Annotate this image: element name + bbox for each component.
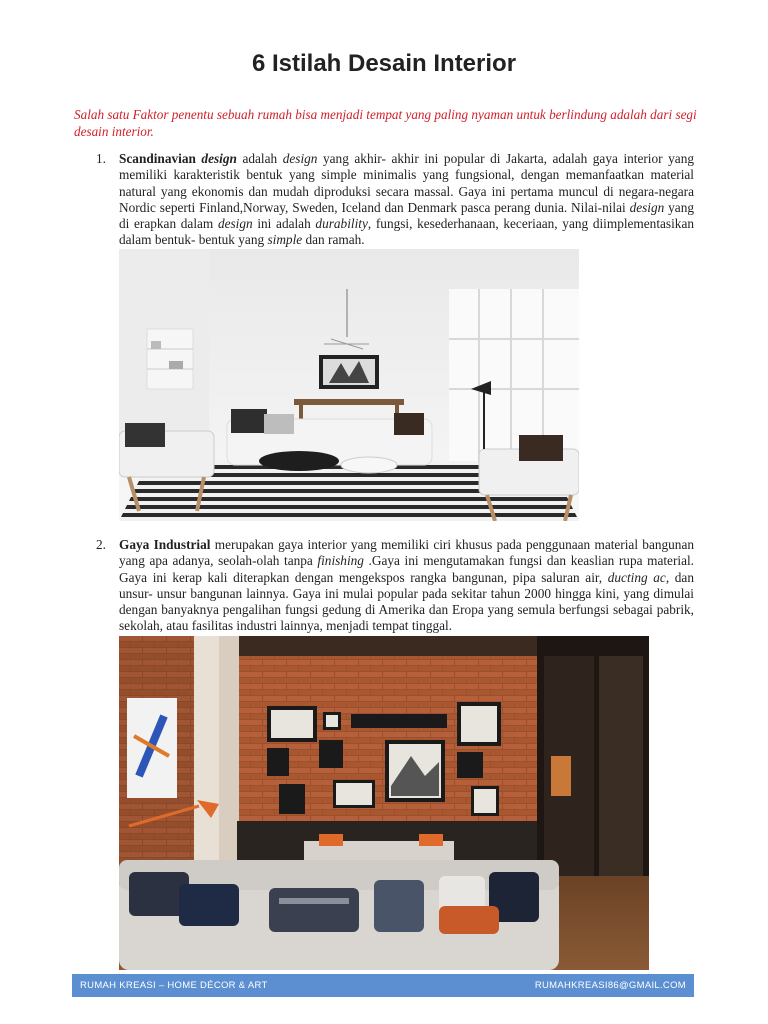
- text-segment: ini adalah: [252, 216, 316, 232]
- footer-email: RUMAHKREASI86@GMAIL.COM: [534, 980, 686, 991]
- text-segment: .Gaya ini mengutamakan fungsi dan keaslian rupa material. Gaya ini kerap kali diterapkan dengan mengekspos rangka bangunan, pipa saluran air,: [119, 553, 694, 585]
- footer-left-text: RUMAH KREASI – HOME DÉCOR & ART: [80, 980, 268, 991]
- text-segment: adalah: [236, 151, 283, 166]
- text-segment: yang di erapkan dalam: [119, 199, 695, 232]
- list-number: 2.: [96, 537, 106, 552]
- text-segment: ducting ac: [607, 569, 666, 585]
- text-segment: , fungsi, kesederhanaan, keceriaan, yang diimplementasikan dalam bentuk- bentuk yang: [119, 216, 694, 248]
- industrial-interior-photo: [119, 636, 649, 970]
- text-segment: design: [201, 151, 237, 166]
- list-item-scandinavian: [96, 151, 694, 249]
- text-segment: , dan unsur- unsur bangunan lainnya. Gaya ini mulai popular pada sekitar tahun 2000 hingga kini, yang dimulai dengan banyaknya pengalihan fungsi gedung di Amerika dan Eropa yang semula berfungsi sebagai pabrik, sekolah, atau fasilitas industri lainnya, menjadi tempat tinggal.: [119, 569, 694, 634]
- text-segment: simple: [267, 232, 303, 248]
- scandinavian-interior-photo: [119, 249, 579, 521]
- list-item-text: [119, 537, 694, 635]
- text-segment: dan ramah.: [302, 232, 365, 248]
- text-segment: Gaya Industrial: [119, 537, 211, 552]
- page-title: 6 Istilah Desain Interior: [251, 50, 517, 77]
- page-footer: [72, 974, 694, 997]
- text-segment: durability: [315, 216, 368, 232]
- intro-paragraph: Salah satu Faktor penentu sebuah rumah bisa menjadi tempat yang paling nyaman untuk berlindung adalah dari segi desain interior.: [74, 107, 697, 139]
- text-segment: Scandinavian: [119, 151, 202, 166]
- text-segment: merupakan gaya interior yang memiliki ciri khusus pada penggunaan material bangunan yang apa adanya, seolah-olah tanpa: [119, 537, 695, 569]
- text-segment: design: [629, 199, 665, 215]
- list-item-text: [119, 151, 694, 249]
- text-segment: yang akhir- akhir ini popular di Jakarta, adalah gaya interior yang memiliki karakteristik bentuk yang simple minimalis yang fungsional, dengan memanfaatkan material natural yang ekonomis dan mudah diproduksi secara massal. Gaya ini pertama muncul di negara-negara Nordic seperti Finland,Norway, Sweden, Iceland dan Denmark pasca perang dunia. Nilai-nilai: [119, 151, 694, 215]
- text-segment: design: [282, 151, 318, 166]
- list-item-industrial: [96, 537, 694, 635]
- list-number: 1.: [96, 151, 106, 166]
- text-segment: finishing: [317, 553, 364, 569]
- text-segment: design: [217, 216, 253, 232]
